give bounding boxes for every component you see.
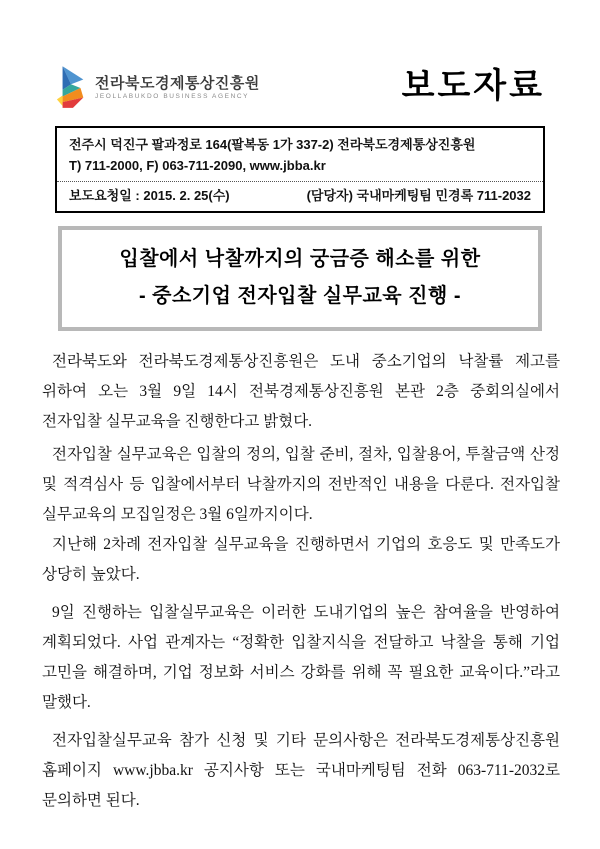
agency-logo-icon <box>55 66 89 110</box>
contact-info-top <box>57 128 543 181</box>
paragraph-5: 전자입찰실무교육 참가 신청 및 기타 문의사항은 전라북도경제통상진흥원 홈페이지 www.jbba.kr 공지사항 또는 국내마케팅팀 전화 063-711-2032로 문의하면 된다. <box>42 732 560 809</box>
article-body <box>42 347 560 816</box>
paragraph-4: 9일 진행하는 입찰실무교육은 이러한 도내기업의 높은 참여율을 반영하여 계획되었다. 사업 관계자는 “정확한 입찰지식을 전달하고 낙찰을 통해 기업 고민을 해결하며, 기업 정보화 서비스 강화를 위해 꼭 필요한 교육이다.”라고 말했다. <box>42 604 560 711</box>
press-request-date: 보도요청일 : 2015. 2. 25(수) <box>69 188 230 203</box>
headline-line-2: - 중소기업 전자입찰 실무교육 진행 - <box>138 285 462 307</box>
header <box>55 64 545 116</box>
manager-contact: (담당자) 국내마케팅팀 민경록 711-2032 <box>306 188 531 203</box>
paragraph-2: 전자입찰 실무교육은 입찰의 정의, 입찰 준비, 절차, 입찰용어, 투찰금액 산정 및 적격심사 등 입찰에서부터 낙찰까지의 전반적인 내용을 다룬다. 전자입찰 실무교육의 모집일정은 3월 6일까지이다. <box>42 446 560 523</box>
press-request-row <box>57 181 543 211</box>
paragraph-1: 전라북도와 전라북도경제통상진흥원은 도내 중소기업의 낙찰률 제고를 위하여 오는 3월 9일 14시 전북경제통상진흥원 본관 2층 중회의실에서 전자입찰 실무교육을 진행한다고 밝혔다. <box>42 353 560 430</box>
headline-line-1: 입찰에서 낙찰까지의 궁금증 해소를 위한 <box>119 248 481 270</box>
agency-name-english: JEOLLABUKDO BUSINESS AGENCY <box>95 93 250 100</box>
contact-info-box <box>55 126 545 213</box>
agency-address: 전주시 덕진구 팔과정로 164(팔복동 1가 337-2) 전라북도경제통상진흥원 <box>69 137 476 152</box>
agency-name-korean: 전라북도경제통상진흥원 <box>95 75 260 92</box>
document-type-title: 보도자료 <box>401 67 545 105</box>
headline-box <box>58 226 542 331</box>
agency-phone-website: T) 711-2000, F) 063-711-2090, www.jbba.kr <box>69 158 326 173</box>
agency-logo-text <box>95 75 260 101</box>
agency-logo <box>55 64 260 110</box>
paragraph-3: 지난해 2차례 전자입찰 실무교육을 진행하면서 기업의 호응도 및 만족도가 상당히 높았다. <box>42 536 560 583</box>
